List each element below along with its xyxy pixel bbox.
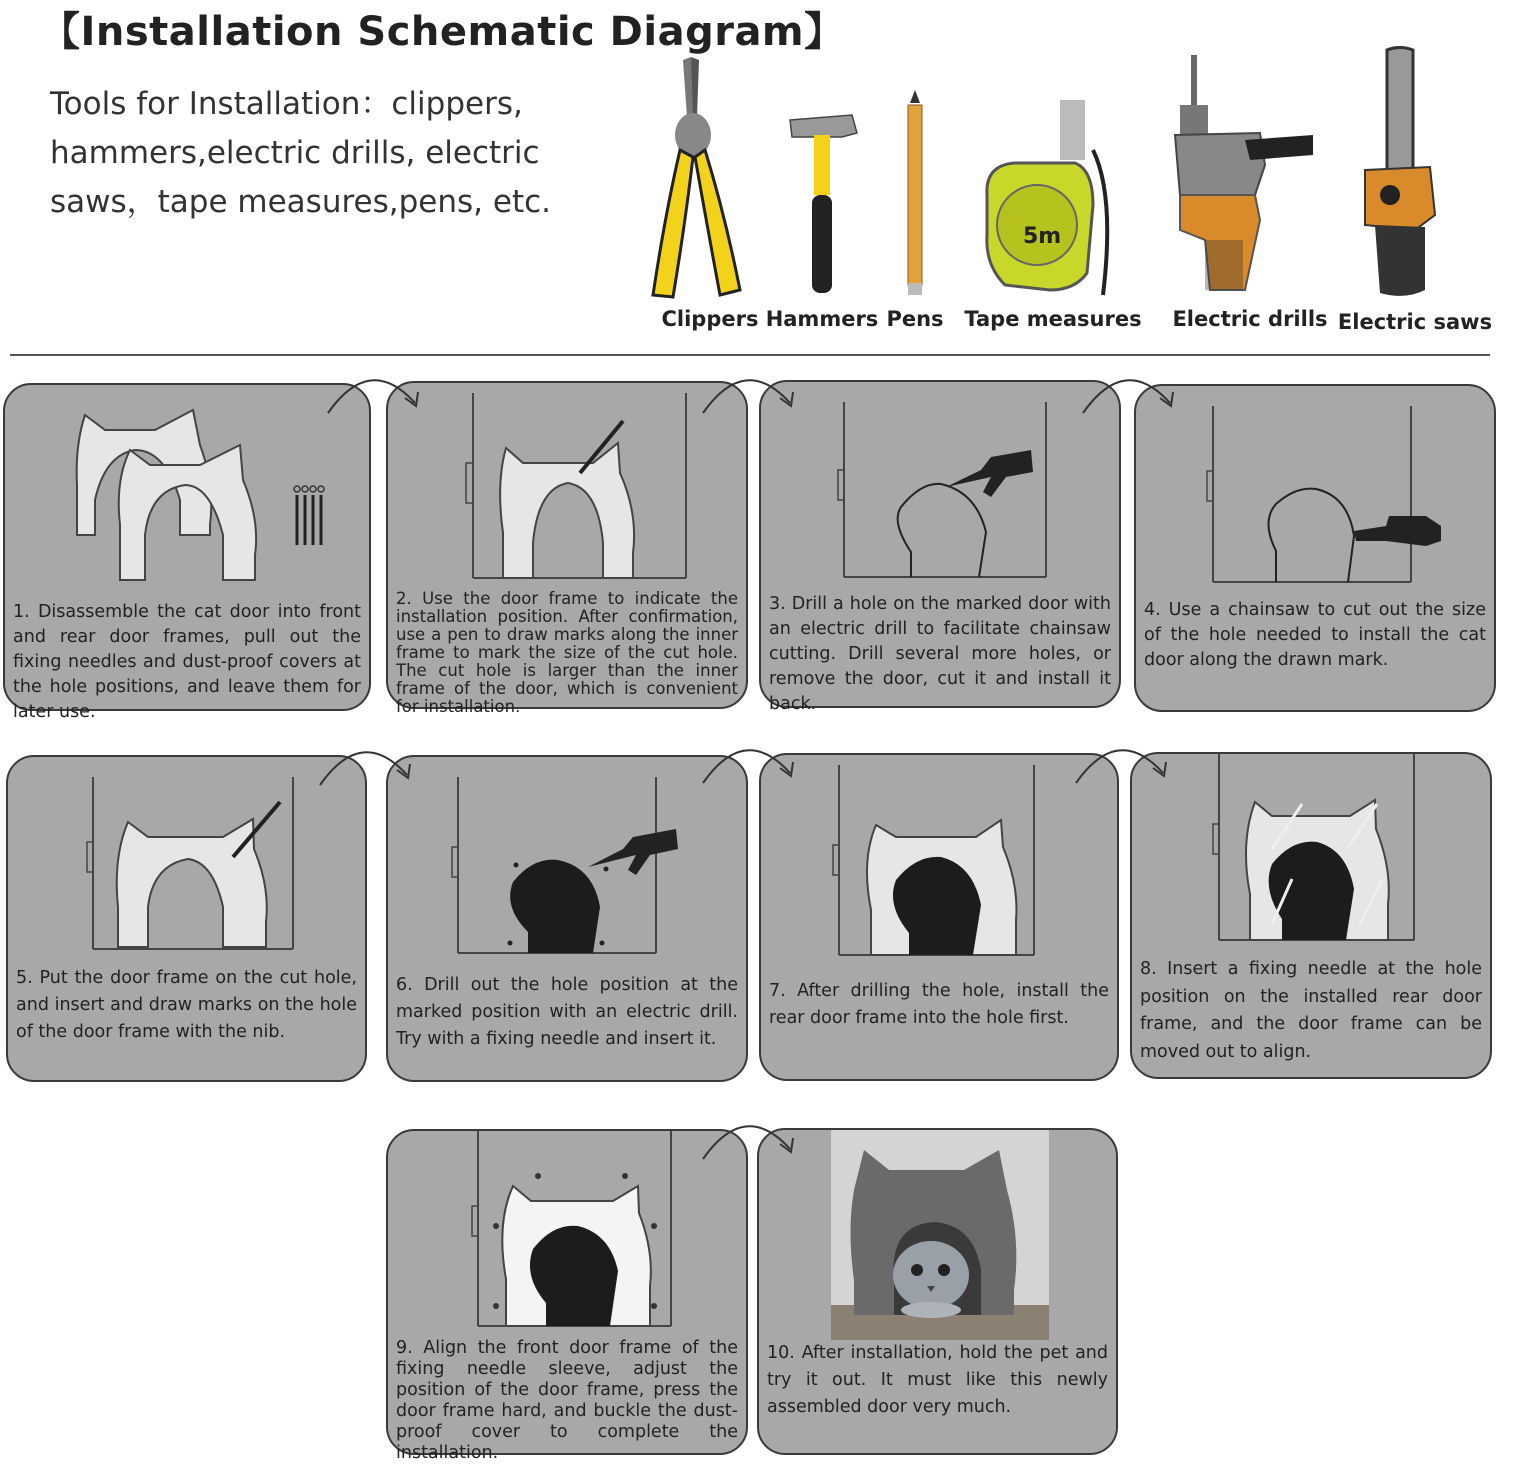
cat-photo-illustration [759, 1130, 1120, 1340]
tool-electric-saws [1337, 45, 1515, 335]
step-9-panel [386, 1129, 748, 1463]
step-1-panel [3, 383, 371, 722]
step-9-text: 9. Align the front door frame of the fixing needle sleeve, adjust the position of the door frame, press the door frame hard, and buckle the dust-proof cover to complete the installation. [396, 1338, 738, 1463]
step-4-text: 4. Use a chainsaw to cut out the size of the hole needed to install the cat door along the drawn mark. [1144, 600, 1486, 670]
hammer-icon [782, 45, 862, 305]
step-4-panel [1134, 384, 1496, 712]
mark-holes-illustration [8, 757, 369, 962]
step-5-panel [6, 755, 367, 1082]
tool-label-pens: Pens [886, 307, 944, 331]
page-title: 【Installation Schematic Diagram】 [40, 9, 845, 55]
tool-label-hammers: Hammers [765, 307, 879, 331]
step-1-text: 1. Disassemble the cat door into front and rear door frames, pull out the fixing needles and dust-proof covers at the hole positions, and leave them for later use. [13, 602, 361, 722]
tool-tape-measures [964, 45, 1145, 335]
tape-measure-icon [975, 45, 1125, 305]
step-10-text: 10. After installation, hold the pet and try it out. It must like this newly assembled door very much. [767, 1343, 1108, 1417]
front-frame-illustration [388, 1131, 750, 1336]
step-3-text: 3. Drill a hole on the marked door with an electric drill to facilitate chainsaw cutting. Drill several more holes, or remove the door, cut it and install it back. [769, 594, 1111, 714]
tools-description: Tools for Installation：clippers, hammers,electric drills, electric saws，tape measures,pens, etc. [50, 86, 551, 220]
install-rear-frame-illustration [761, 755, 1121, 960]
tool-electric-drills [1165, 45, 1335, 335]
step-5-text: 5. Put the door frame on the cut hole, and insert and draw marks on the hole of the door frame with the nib. [16, 968, 357, 1042]
tool-label-electric-drills: Electric drills [1172, 307, 1328, 331]
step-3-panel [759, 380, 1121, 714]
frame-marking-illustration [388, 383, 750, 588]
tool-label-electric-saws: Electric saws [1337, 310, 1493, 334]
drill-marked-positions-illustration [388, 757, 750, 962]
step-8-panel [1130, 752, 1492, 1079]
step-6-panel [386, 755, 748, 1082]
step-10-panel [757, 1128, 1118, 1455]
cat-door-frames-illustration [5, 385, 373, 585]
step-7-text: 7. After drilling the hole, install the rear door frame into the hole first. [769, 981, 1109, 1028]
step-8-text: 8. Insert a fixing needle at the hole position on the installed rear door frame, and the door frame can be moved out to align. [1140, 959, 1482, 1062]
chainsaw-icon [1345, 45, 1455, 305]
pencil-icon [895, 45, 935, 305]
step-2-text: 2. Use the door frame to indicate the installation position. After confirmation, use a pen to draw marks along the inner frame to mark the size of the cut hole. The cut hole is larger than the inner frame of the door, which is convenient for installation. [396, 589, 738, 716]
tool-clippers [625, 45, 795, 335]
step-2-panel [386, 381, 748, 716]
step-7-panel [759, 753, 1119, 1081]
drill-icon [1165, 45, 1325, 305]
tool-label-tape-measures: Tape measures [964, 307, 1142, 331]
fixing-needle-illustration [1132, 754, 1494, 959]
pliers-icon [625, 45, 795, 305]
tool-label-clippers: Clippers [661, 307, 759, 331]
chainsaw-cut-illustration [1136, 386, 1498, 591]
divider [10, 354, 1490, 356]
step-6-text: 6. Drill out the hole position at the marked position with an electric drill. Try with a fixing needle and insert it. [396, 975, 738, 1049]
svg-text:5m: 5m [1023, 224, 1062, 249]
drill-hole-illustration [761, 382, 1123, 587]
